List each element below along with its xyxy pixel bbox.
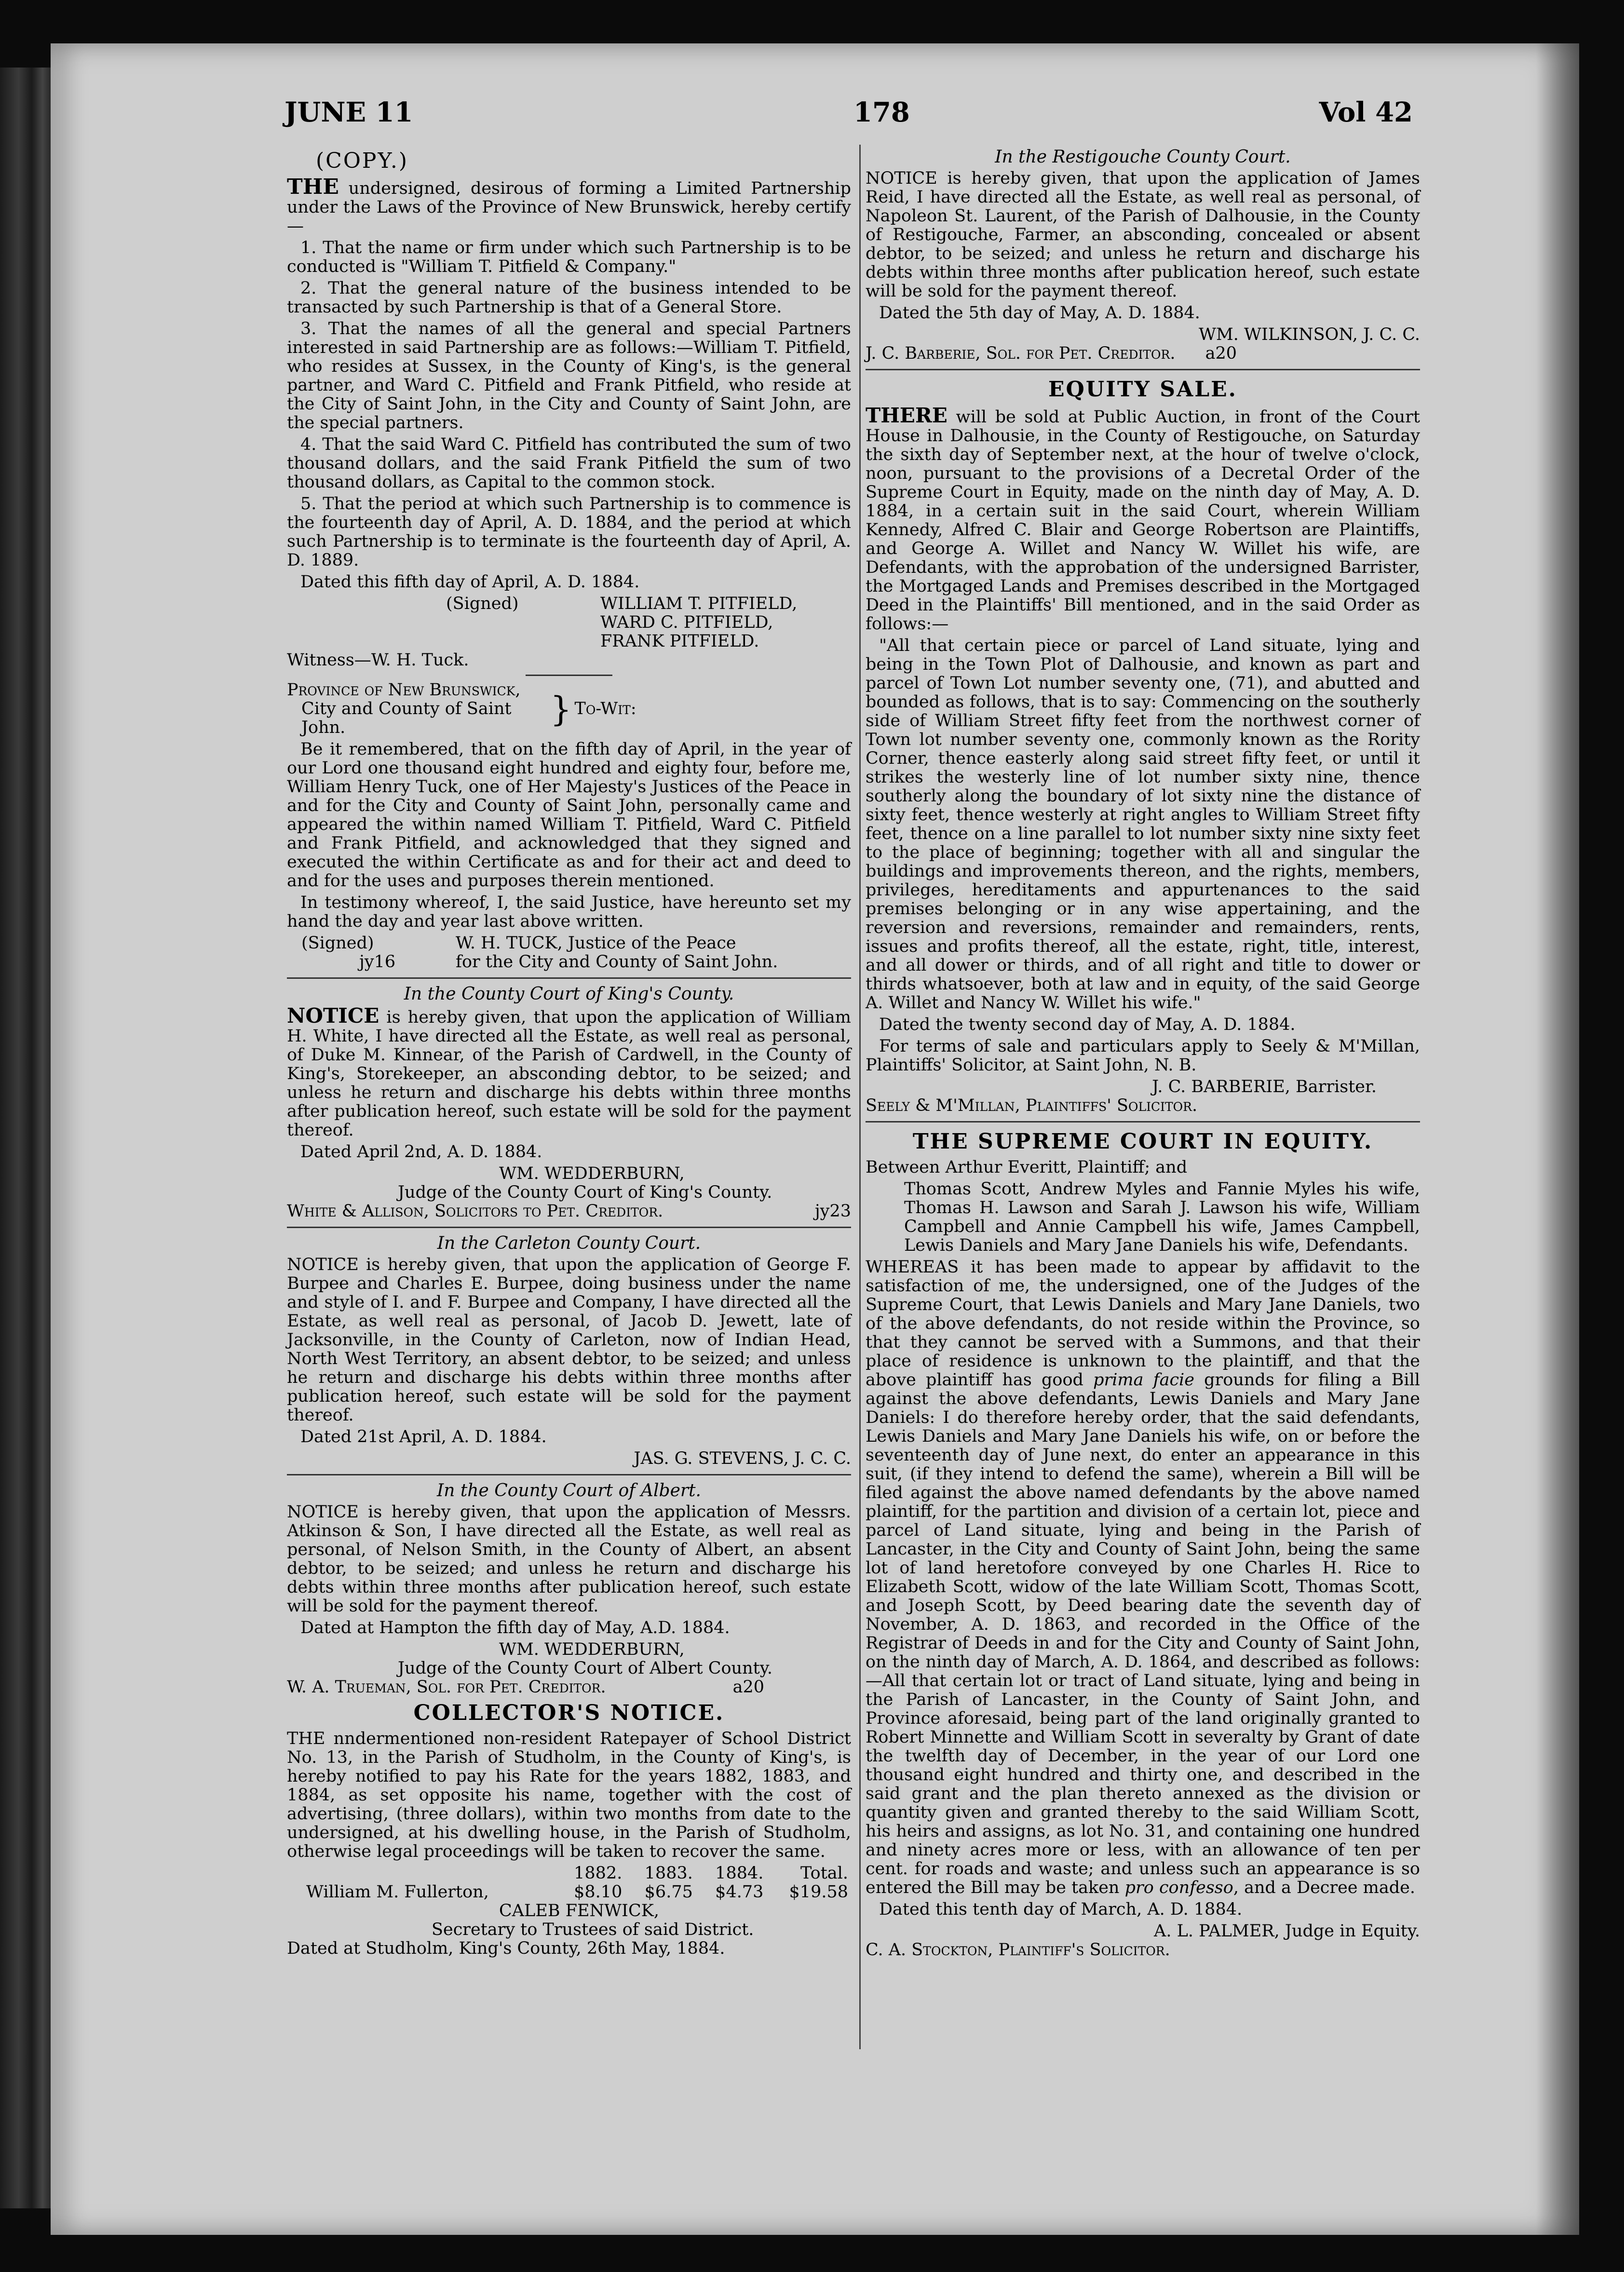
certificate-signature: (Signed) W. H. TUCK, Justice of the Peace [301, 933, 736, 953]
table-cell: $4.73 [715, 1882, 764, 1902]
signatory: FRANK PITFIELD. [600, 632, 759, 651]
partnership-notice [287, 148, 851, 676]
notice-body: THE nndermentioned non-resident Ratepayer of School District No. 13, in the Parish of Studholm, in the County of King's, is hereby notified to pay his Rate for the years 1882, 1883, and 1884, as set opposite his name, together with the cost of advertising, (three dollars), within two months from date to the undersigned, at his dwelling house, in the Parish of Studholm, otherwise legal proceedings will be taken to recover the same. [287, 1729, 851, 1861]
header-page-number: 178 [853, 96, 910, 128]
table-cell: $8.10 [574, 1882, 623, 1902]
header-date: JUNE 11 [284, 96, 413, 128]
notice-body: WHEREAS it has been made to appear by affidavit to the satisfaction of me, the undersigned, one of the Judges of the Supreme Court, that Lewis Daniels and Mary Jane Daniels, two of the above defendants, do not reside within the Province, so that they cannot be served with a Summons, and that their place of residence is unknown to the plaintiff, and that the above plaintiff has good prima facie grounds for filing a Bill against the above defendants, Lewis Daniels and Mary Jane Daniels: I do therefore hereby order, that the said defendants, Lewis Daniels and Mary Jane Daniels his wife, on or before the seventeenth day of June next, do enter an appearance in this suit, (if they intend to defend the same), wherein a Bill will be filed against the above named defendants by the above named plaintiff, for the partition and division of a certain lot, piece and parcel of Land situate, lying and being in the Parish of Lancaster, in the City and County of Saint John, being the same lot of land heretofore conveyed by one Charles H. Rice to Elizabeth Scott, widow of the late William Scott, Thomas Scott, and Joseph Scott, by Deed bearing date the seventh day of November, A. D. 1863, and recorded in the Office of the Registrar of Deeds in and for the City and County of Saint John, on the ninth day of March, A. D. 1864, and described as follows:—All that certain lot or tract of Land situate, lying and being in the Parish of Lancaster, in the County of Saint John, and Province aforesaid, being part of the land originally granted to Robert Minnette and William Scott in severalty by Grant of date the twelfth day of December, in the year of our Lord one thousand eight hundred and thirty one, and described in the said grant and the plan thereto annexed as the division or quantity given and granted thereby to the said William Scott, his heirs and assigns, as lot No. 31, and containing one hundred and ninety acres more or less, with an allowance of ten per cent. for roads and waste; and unless such an appearance is so entered the Bill may be taken pro confesso, and a Decree made. [866, 1258, 1420, 1897]
column-header: 1882. [574, 1864, 623, 1883]
notice-code: a20 [732, 1677, 764, 1697]
supreme-court-notice [866, 1128, 1420, 1960]
rate-table [287, 1864, 851, 1902]
judge-name: WM. WILKINSON, J. C. C. [1198, 325, 1420, 344]
column-header: Total. [800, 1864, 848, 1883]
partnership-intro: THE undersigned, desirous of forming a Limited Partnership under the Laws of the Province of New Brunswick, hereby certify— [287, 175, 851, 236]
notice-body: NOTICE is hereby given, that upon the application of James Reid, I have directed all the Estate, as well real as personal, of Napoleon St. Laurent, of the Parish of Dalhousie, in the County of Restigouche, Farmer, an absconding, concealed or absent debtor, to be seized; and unless he return and discharge his debts within three months after publication hereof, such estate will be sold for the payment thereof. [866, 169, 1420, 301]
judge-title: Judge of the County Court of Albert County. [398, 1659, 772, 1678]
court-heading: In the Restigouche County Court. [995, 147, 1291, 167]
sale-terms: For terms of sale and particulars apply to Seely & M'Millan, Plaintiffs' Solicitor, at Saint John, N. B. [866, 1037, 1420, 1075]
notice-dated: Dated 21st April, A. D. 1884. [300, 1427, 547, 1447]
collector-name: CALEB FENWICK, [499, 1901, 660, 1920]
column-header: 1883. [644, 1864, 693, 1883]
notice-dated: Dated this tenth day of March, A. D. 1884. [879, 1900, 1243, 1919]
notice-title: COLLECTOR'S NOTICE. [413, 1701, 725, 1725]
page-edge-shadow [1536, 43, 1579, 2235]
signed-label: (Signed) [446, 594, 519, 613]
judge-name: WM. WEDDERBURN, [499, 1640, 685, 1659]
solicitor-line: C. A. Stockton, Plaintiff's Solicitor. [866, 1940, 1170, 1960]
column-divider [859, 145, 861, 2049]
brace-icon: } [550, 689, 572, 729]
albert-county-notice [287, 1481, 851, 1697]
solicitor-line: W. A. Trueman, Sol. for Pet. Creditor. a20 [287, 1677, 764, 1697]
table-cell: $19.58 [789, 1882, 848, 1902]
city-line: City and County of Saint John. [301, 699, 512, 737]
notice-body: NOTICE is hereby given, that upon the application of George F. Burpee and Charles E. Burpee, doing business under the name and style of I. and F. Burpee and Company, I have directed all the Estate, as well real as personal, of Jacob D. Jewett, late of Jacksonville, in the County of Carleton, now of Indian Head, North West Territory, an absent debtor, to be seized; and unless he return and discharge his debts within three months after publication hereof, such estate will be sold for the payment thereof. [287, 1255, 851, 1425]
partnership-item: 3. That the names of all the general and special Partners interested in said Partnership are as follows:—William T. Pitfield, who resides at Sussex, in the County of King's, is the general partner, and Ward C. Pitfield and Frank Pitfield, who reside at the City of Saint John, in the City and County of Saint John, are the special partners. [287, 319, 851, 433]
divider [866, 1121, 1420, 1122]
signatory: WILLIAM T. PITFIELD, [600, 594, 798, 613]
book-binding [0, 68, 53, 2208]
copy-title: (COPY.) [316, 149, 409, 173]
divider [287, 1227, 851, 1228]
table-cell: $6.75 [644, 1882, 693, 1902]
divider [287, 977, 851, 979]
court-heading: In the Carleton County Court. [437, 1233, 701, 1253]
divider [866, 369, 1420, 370]
collector-title: Secretary to Trustees of said District. [432, 1920, 754, 1939]
court-heading: In the County Court of Albert. [436, 1481, 702, 1501]
judge-name: JAS. G. STEVENS, J. C. C. [634, 1449, 851, 1468]
certificate-notice [287, 681, 851, 979]
left-column [287, 145, 851, 1961]
notice-dated: Dated the 5th day of May, A. D. 1884. [879, 303, 1200, 323]
table-row [287, 1883, 851, 1902]
certificate-signature-line2: jy16 for the City and County of Saint John. [359, 952, 778, 972]
judge-title: Judge of the County Court of King's County. [398, 1183, 772, 1202]
notice-code: a20 [1205, 344, 1237, 363]
judge-name: WM. WEDDERBURN, [499, 1164, 685, 1183]
partnership-item: 2. That the general nature of the business intended to be transacted by such Partnership is that of a General Store. [287, 279, 851, 317]
right-column [866, 145, 1420, 1960]
court-heading: In the County Court of King's County. [404, 984, 734, 1004]
column-header: 1884. [715, 1864, 764, 1883]
property-description: "All that certain piece or parcel of Land situate, lying and being in the Town Plot of Dalhousie, and known as part and parcel of Town Lot number seventy one, (71), and abutted and bounded as follows, that is to say: Commencing on the southerly side of William Street fifty feet from the northwest corner of Town lot number seventy one, commonly known as the Rority Corner, thence easterly along said street fifty feet, or until it strikes the westerly line of lot number sixty nine, thence southerly along the boundary of lot sixty nine the distance of sixty feet, thence westerly at right angles to William Street fifty feet, thence on a line parallel to lot number sixty nine sixty feet to the place of beginning; together with all and singular the buildings and improvements thereon, and the rights, members, privileges, hereditaments and appurtenances to the said premises belonging or in any wise appertaining, and the reversion and reversions, remainder and remainders, rents, issues and profits thereof, all the estate, right, title, interest, and all dower or thirds, and of all right and title to dower or thirds whatsoever, both at law and in equity, of the said George A. Willet and Nancy W. Willet his wife." [866, 636, 1420, 1013]
to-wit: To-Wit: [574, 699, 636, 718]
witness-line: Witness—W. H. Tuck. [287, 650, 469, 670]
barrister-name: J. C. BARBERIE, Barrister. [1152, 1077, 1377, 1096]
page-header [284, 96, 1413, 135]
table-header-row [287, 1864, 851, 1883]
certificate-body: Be it remembered, that on the fifth day of April, in the year of our Lord one thousand eight hundred and eighty four, before me, William Henry Tuck, one of Her Majesty's Justices of the Peace in and for the City and County of Saint John, personally came and appeared the within named William T. Pitfield, Ward C. Pitfield and Frank Pitfield, and acknowledged that they signed and executed the within Certificate as and for their act and deed to and for the uses and purposes therein mentioned. [287, 740, 851, 891]
ratepayer-name: William M. Fullerton, [306, 1882, 489, 1902]
notice-dated: Dated the twenty second day of May, A. D. 1884. [879, 1015, 1296, 1034]
plaintiff-line: Between Arthur Everitt, Plaintiff; and [866, 1158, 1188, 1177]
solicitor-line: J. C. Barberie, Sol. for Pet. Creditor. a20 [866, 344, 1237, 363]
carleton-county-notice [287, 1234, 851, 1475]
partnership-dated: Dated this fifth day of April, A. D. 1884. [300, 572, 640, 592]
equity-sale-notice: EQUITY SALE. THERE will be sold at Public Auction, in front of the Court House in Dalhousie, in the County of Restigouche, on Saturday the sixth day of September next, at the hour of twelve o'clock, noon, pursuant to the provisions of a Decretal Order of the Supreme Court in Equity, made on the ninth day of May, A. D. 1884, in a certain suit in the said Court, wherein William Kennedy, Alfred C. Blair and George Robertson are Plaintiffs, and George A. Willet and Nancy W. Willet his wife, are Defendants, with the approbation of the undersigned Barrister, the Mortgaged Lands and Premises described in the Mortgaged Deed in the Plaintiffs' Bill mentioned, and in the said Order as follows:— "All that certain piece or parcel of Land situate, lying and being in the Town Plot of Dalhousie, and known as part and parcel of Town Lot number seventy one, (71), and abutted and bounded as follows, that is to say: Commencing on the southerly side of William Street fifty feet from the northwest corner of Town lot number seventy one, commonly known as the Rority Corner, thence easterly along said street fifty feet, or until it strikes the westerly line of lot number sixty nine, thence southerly along the boundary of lot sixty nine the distance of sixty feet, thence westerly at right angles to William Street fifty feet, thence on a line parallel to lot number sixty nine sixty feet to the place of beginning; together with all and singular the buildings and improvements thereon, and the rights, members, privileges, hereditaments and appurtenances to the said premises belonging or in any wise appertaining, and the reversion and reversions, remainder and remainders, rents, issues and profits thereof, all the estate, right, title, interest, and all dower or thirds, and of all right and title to dower or thirds whatsoever, both at law and in equity, of the said George A. Willet and Nancy W. Willet his wife." Dated the twenty second day of May, A. D. 1884. For terms of sale and particulars apply to Seely & M'Millan, Plaintiffs' Solicitor, at Saint John, N. B. J. C. BARBERIE, Barrister. Seely & M'Millan, Plaintiffs' Solicitor. [866, 376, 1420, 1122]
defendants-line: Thomas Scott, Andrew Myles and Fannie Myles his wife, Thomas H. Lawson and Sarah J. Lawson his wife, William Campbell and Annie Campbell his wife, James Campbell, Lewis Daniels and Mary Jane Daniels his wife, Defendants. [904, 1179, 1420, 1255]
collectors-notice [287, 1700, 851, 1958]
judge-name: A. L. PALMER, Judge in Equity. [1154, 1921, 1420, 1941]
signatory: WARD C. PITFIELD, [600, 613, 773, 632]
divider [287, 1474, 851, 1475]
partnership-signatures [287, 595, 851, 651]
notice-body: NOTICE is hereby given, that upon the application of Messrs. Atkinson & Son, I have directed all the Estate, as well real as personal, of Nelson Smith, in the County of Albert, an absent debtor, to be seized; and unless he return and discharge his debts within three months after publication hereof, such estate will be sold for the payment thereof. [287, 1502, 851, 1616]
header-volume: Vol 42 [1319, 96, 1413, 128]
province-heading [287, 681, 851, 737]
partnership-item: 1. That the name or firm under which such Partnership is to be conducted is "William T. Pitfield & Company." [287, 238, 851, 276]
notice-dated: Dated April 2nd, A. D. 1884. [300, 1142, 542, 1162]
notice-title: THE SUPREME COURT IN EQUITY. [912, 1129, 1373, 1154]
divider [526, 675, 612, 676]
partnership-item: 4. That the said Ward C. Pitfield has contributed the sum of two thousand dollars, and the said Frank Pitfield the sum of two thousand dollars, as Capital to the common stock. [287, 435, 851, 492]
solicitor-line: White & Allison, Solicitors to Pet. Creditor. jy23 [287, 1202, 851, 1221]
certificate-testimony: In testimony whereof, I, the said Justice, have hereunto set my hand the day and year last above written. [287, 893, 851, 931]
notice-dated: Dated at Studholm, King's County, 26th May, 1884. [287, 1939, 725, 1958]
solicitor-line: Seely & M'Millan, Plaintiffs' Solicitor. [866, 1096, 1198, 1115]
restigouche-notice [866, 148, 1420, 370]
notice-code: jy23 [814, 1202, 851, 1221]
kings-county-notice: In the County Court of King's County. NOTICE is hereby given, that upon the application of William H. White, I have directed all the Estate, as well real as personal, of Duke M. Kinnear, of the Parish of Cardwell, in the County of King's, Storekeeper, an absconding debtor, to be seized; and unless he return and discharge his debts within three months after publication hereof, such estate will be sold for the payment thereof. Dated April 2nd, A. D. 1884. WM. WEDDERBURN, Judge of the County Court of King's County. White & Allison, Solicitors to Pet. Creditor. jy23 [287, 985, 851, 1228]
province-line: Province of New Brunswick, [287, 680, 521, 700]
notice-code: jy16 [359, 952, 396, 972]
notice-title: EQUITY SALE. [1048, 377, 1237, 402]
notice-dated: Dated at Hampton the fifth day of May, A.D. 1884. [300, 1618, 730, 1637]
partnership-item: 5. That the period at which such Partnership is to commence is the fourteenth day of April, A. D. 1884, and the period at which such Partnership is to terminate is the fourteenth day of April, A. D. 1889. [287, 494, 851, 570]
